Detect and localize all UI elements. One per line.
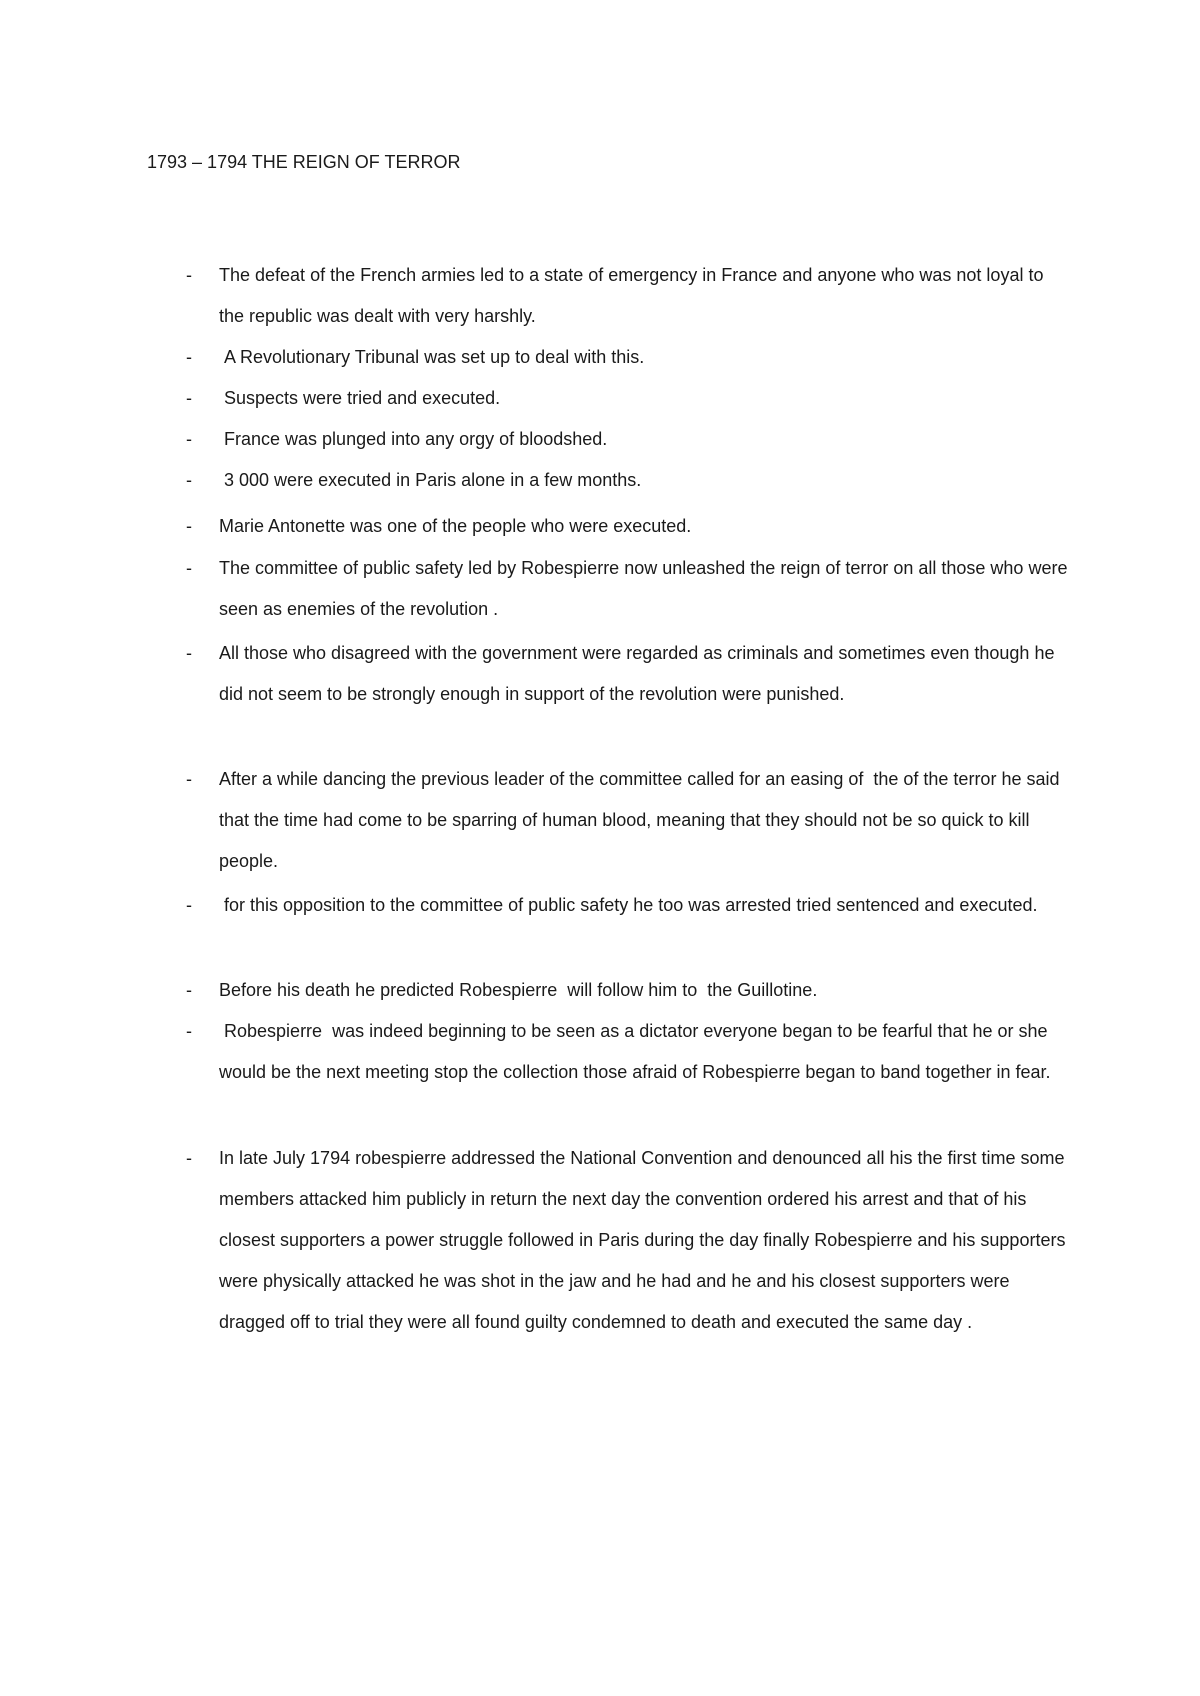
bullet-text: The committee of public safety led by Robespierre now unleashed the reign of terror on all those who were seen as enemies of the revolution . xyxy=(219,558,1073,619)
bullet-marker: - xyxy=(186,265,192,285)
bullet-marker: - xyxy=(186,558,192,578)
bullet-text: The defeat of the French armies led to a state of emergency in France and anyone who was not loyal to the republic was dealt with very harshly. xyxy=(219,265,1049,326)
bullet-marker: - xyxy=(186,516,192,536)
bullet-text: Marie Antonette was one of the people who were executed. xyxy=(219,516,692,536)
bullet-text: After a while dancing the previous leader of the committee called for an easing of the of the terror he said that the time had come to be sparring of human blood, meaning that they should not be so quick to kill people. xyxy=(219,769,1065,871)
bullet-marker: - xyxy=(186,1148,192,1168)
bullet-text: Suspects were tried and executed. xyxy=(219,388,501,408)
bullet-marker: - xyxy=(186,980,192,1000)
bullet-text: 3 000 were executed in Paris alone in a few months. xyxy=(219,470,642,490)
bullet-marker: - xyxy=(186,470,192,490)
bullet-marker: - xyxy=(186,388,192,408)
bullet-text: In late July 1794 robespierre addressed the National Convention and denounced all his the first time some members attacked him publicly in return the next day the convention ordered his arrest and that of his closest supporters a power struggle followed in Paris during the day finally Robespierre and his supporters were physically attacked he was shot in the jaw and he had and he and his closest supporters were dragged off to trial they were all found guilty condemned to death and executed the same day . xyxy=(219,1148,1071,1332)
bullet-text: France was plunged into any orgy of bloodshed. xyxy=(219,429,608,449)
bullet-text: Robespierre was indeed beginning to be seen as a dictator everyone began to be fearful that he or she would be the next meeting stop the collection those afraid of Robespierre began to band together in fear. xyxy=(219,1021,1053,1082)
bullet-marker: - xyxy=(186,769,192,789)
bullet-text: All those who disagreed with the government were regarded as criminals and sometimes even though he did not seem to be strongly enough in support of the revolution were punished. xyxy=(219,643,1060,704)
bullet-text: A Revolutionary Tribunal was set up to deal with this. xyxy=(219,347,645,367)
bullet-marker: - xyxy=(186,429,192,449)
document-title: 1793 – 1794 THE REIGN OF TERROR xyxy=(147,152,461,172)
bullet-text: for this opposition to the committee of public safety he too was arrested tried sentenced and executed. xyxy=(219,895,1038,915)
bullet-marker: - xyxy=(186,643,192,663)
bullet-marker: - xyxy=(186,347,192,367)
bullet-marker: - xyxy=(186,895,192,915)
bullet-text: Before his death he predicted Robespierre will follow him to the Guillotine. xyxy=(219,980,818,1000)
bullet-marker: - xyxy=(186,1021,192,1041)
